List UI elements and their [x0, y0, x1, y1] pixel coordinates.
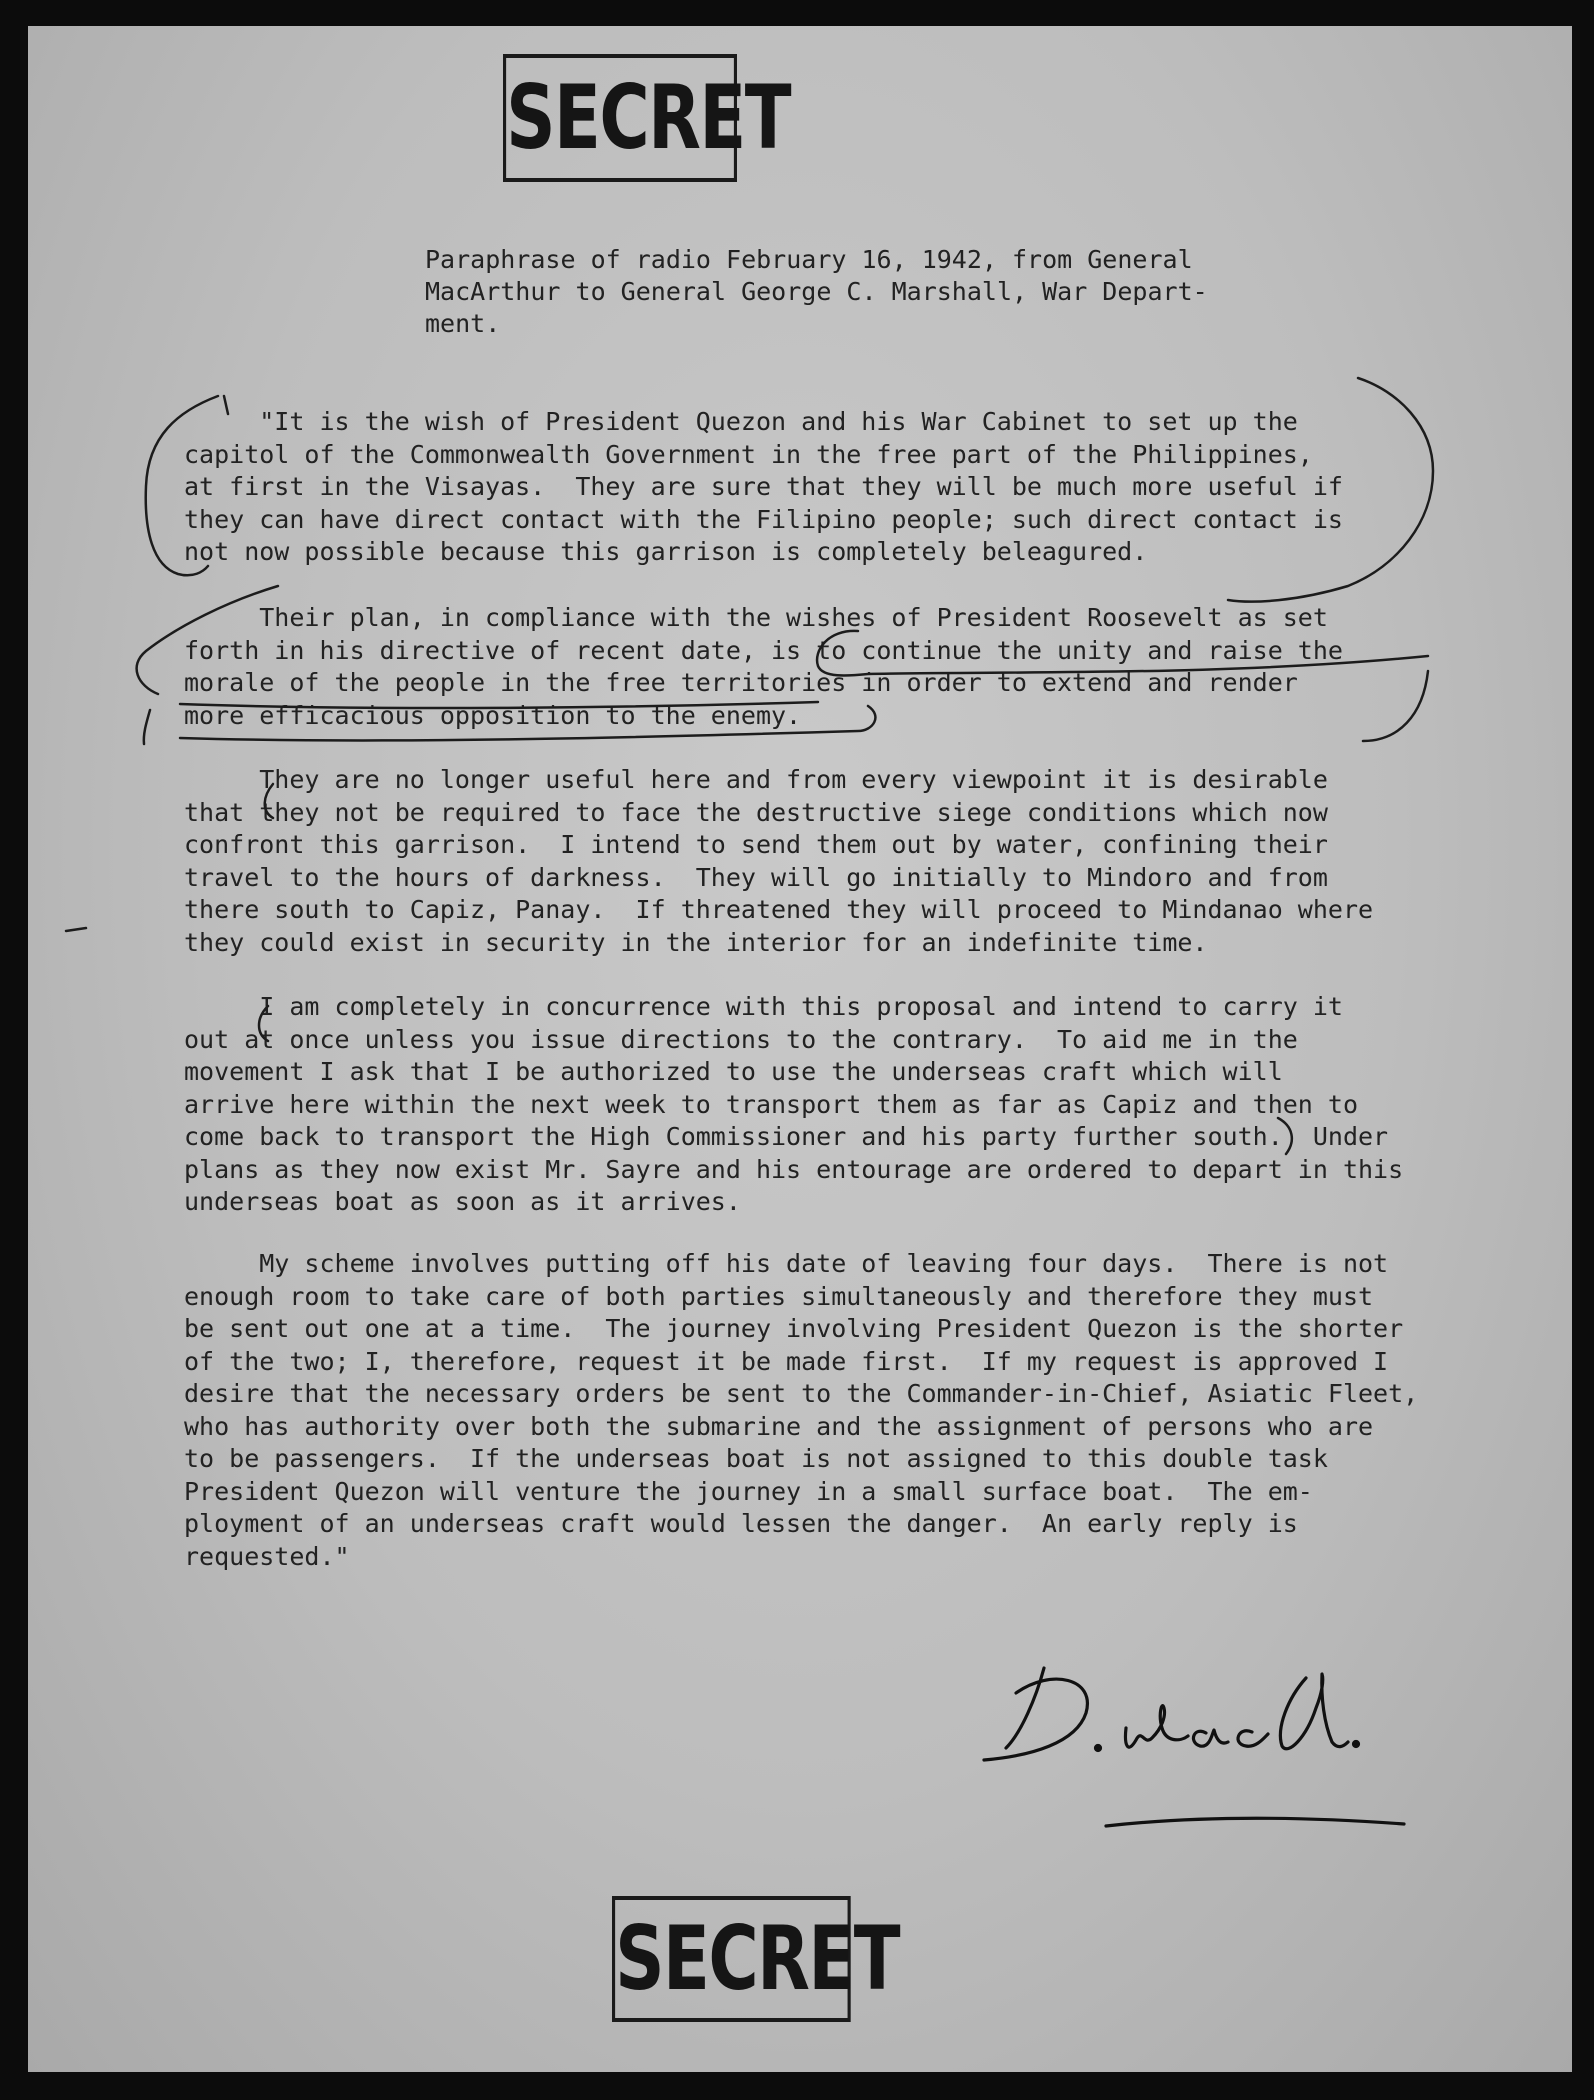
- text-line: at first in the Visayas. They are sure that they will be much more useful if: [184, 472, 1343, 501]
- paragraph-4: [184, 991, 1403, 1219]
- text-line: President Quezon will venture the journey in a small surface boat. The em-: [184, 1476, 1313, 1506]
- text-line: enough room to take care of both parties simultaneously and therefore they must: [184, 1281, 1374, 1311]
- text-line: requested.": [184, 1541, 350, 1571]
- document-page: [28, 26, 1572, 2072]
- text-line: ployment of an underseas craft would lessen the danger. An early reply is: [184, 1509, 1298, 1538]
- text-line: come back to transport the High Commissioner and his party further south. Under: [184, 1122, 1389, 1151]
- paragraph-3: [184, 764, 1373, 959]
- text-line: there south to Capiz, Panay. If threatened they will proceed to Mindanao where: [184, 895, 1374, 924]
- text-line: not now possible because this garrison is completely beleagured.: [184, 537, 1148, 566]
- margin-mark: [66, 928, 86, 931]
- signature: [976, 1638, 1416, 1848]
- text-line: more efficacious opposition to the enemy.: [184, 700, 802, 730]
- text-line: "It is the wish of President Quezon and his War Cabinet to set up the: [184, 407, 1298, 436]
- heading-line: Paraphrase of radio February 16, 1942, from General: [425, 245, 1193, 274]
- text-line: plans as they now exist Mr. Sayre and his entourage are ordered to depart in this: [184, 1154, 1404, 1184]
- heading-line: MacArthur to General George C. Marshall, War Depart-: [425, 277, 1208, 306]
- heading-line: ment.: [425, 309, 501, 338]
- text-line: My scheme involves putting off his date of leaving four days. There is not: [184, 1249, 1389, 1278]
- text-line: that they not be required to face the destructive siege conditions which now: [184, 797, 1328, 827]
- text-line: movement I ask that I be authorized to use the underseas craft which will: [184, 1057, 1283, 1086]
- paragraph-5: [184, 1248, 1418, 1573]
- text-line: they could exist in security in the interior for an indefinite time.: [184, 927, 1208, 957]
- paragraph-1: [184, 406, 1343, 569]
- secret-stamp-bottom: SECRET: [612, 1896, 851, 2022]
- text-line: morale of the people in the free territories in order to extend and render: [184, 668, 1298, 697]
- text-line: who has authority over both the submarine and the assignment of persons who are: [184, 1411, 1374, 1441]
- text-line: out at once unless you issue directions to the contrary. To aid me in the: [184, 1024, 1298, 1054]
- text-line: to be passengers. If the underseas boat is not assigned to this double task: [184, 1444, 1328, 1473]
- text-line: of the two; I, therefore, request it be made first. If my request is approved I: [184, 1346, 1389, 1376]
- text-line: arrive here within the next week to transport them as far as Capiz and then to: [184, 1089, 1358, 1119]
- text-line: I am completely in concurrence with this proposal and intend to carry it: [184, 992, 1343, 1021]
- bracket-mark: [144, 710, 150, 744]
- secret-stamp-top: SECRET: [503, 54, 737, 182]
- text-line: underseas boat as soon as it arrives.: [184, 1187, 741, 1216]
- text-line: confront this garrison. I intend to send them out by water, confining their: [184, 830, 1328, 859]
- document-heading: [425, 244, 1208, 340]
- underline-mark: [1363, 671, 1428, 741]
- text-line: capitol of the Commonwealth Government in the free part of the Philippines,: [184, 439, 1313, 469]
- text-line: they can have direct contact with the Filipino people; such direct contact is: [184, 504, 1343, 534]
- text-line: travel to the hours of darkness. They will go initially to Mindoro and from: [184, 862, 1328, 892]
- text-line: be sent out one at a time. The journey involving President Quezon is the shorter: [184, 1314, 1404, 1343]
- text-line: Their plan, in compliance with the wishes of President Roosevelt as set: [184, 603, 1328, 632]
- text-line: forth in his directive of recent date, is to continue the unity and raise the: [184, 635, 1343, 665]
- paragraph-2: [184, 602, 1343, 732]
- text-line: desire that the necessary orders be sent to the Commander-in-Chief, Asiatic Fleet,: [184, 1379, 1419, 1408]
- text-line: They are no longer useful here and from every viewpoint it is desirable: [184, 765, 1328, 794]
